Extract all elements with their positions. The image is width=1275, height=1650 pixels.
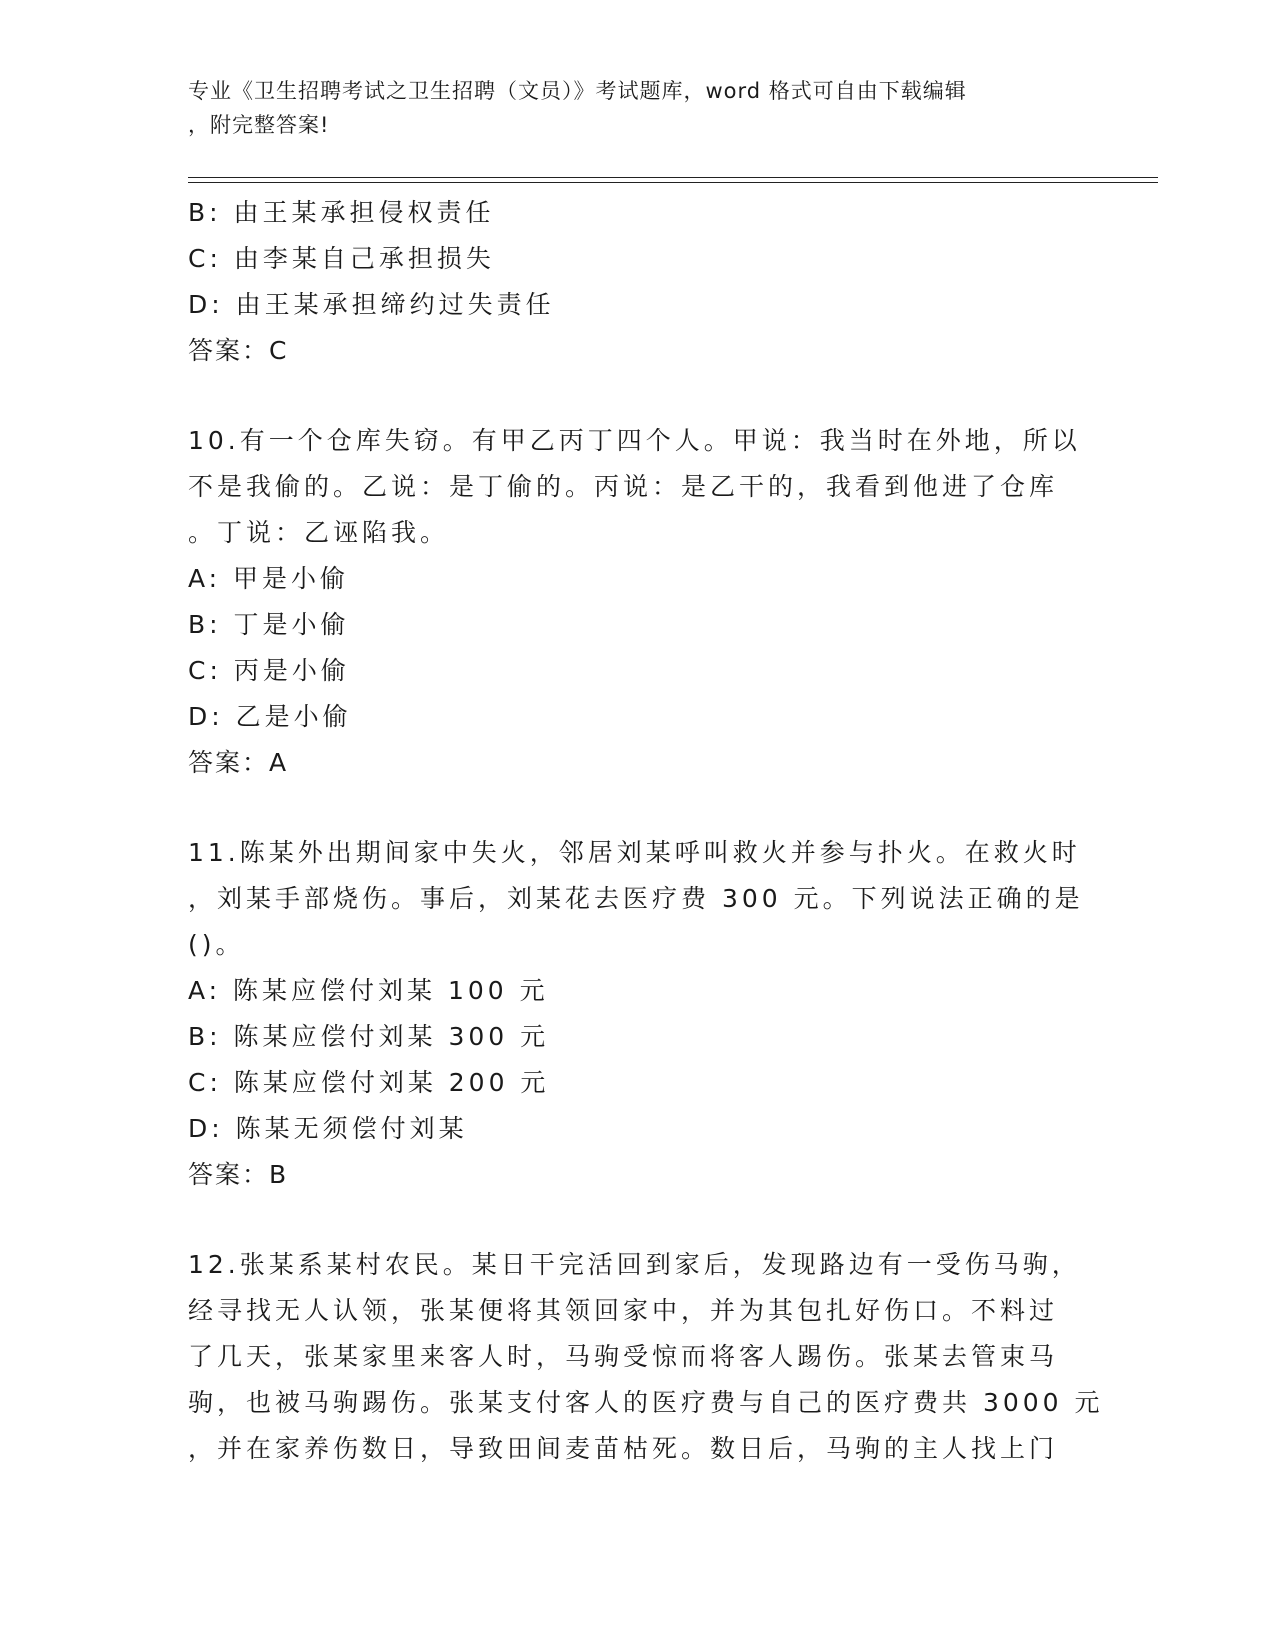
question-text-line: 12.张某系某村农民。某日干完活回到家后，发现路边有一受伤马驹，	[188, 1250, 1081, 1279]
question-text-line: ()。	[188, 930, 245, 959]
option-d: D: 乙是小偷	[188, 702, 352, 731]
question-content	[188, 190, 1104, 1472]
spacer	[188, 1198, 1068, 1242]
header-line-1: 专业《卫生招聘考试之卫生招聘（文员）》考试题库，word 格式可自由下载编辑	[188, 79, 967, 103]
question-text-line: 10.有一个仓库失窃。有甲乙丙丁四个人。甲说：我当时在外地，所以	[188, 426, 1081, 455]
question-text-line: 。丁说：乙诬陷我。	[188, 518, 450, 547]
header-rule-bottom	[188, 182, 1158, 183]
question-text-line: 11.陈某外出期间家中失火，邻居刘某呼叫救火并参与扑火。在救火时	[188, 838, 1081, 867]
answer-line: 答案：A	[188, 748, 289, 777]
question-text-line: ，并在家养伤数日，导致田间麦苗枯死。数日后，马驹的主人找上门	[188, 1434, 1059, 1463]
header-line-2: ，附完整答案!	[188, 113, 330, 137]
question-12	[188, 1242, 1104, 1472]
option-b: B: 由王某承担侵权责任	[188, 198, 495, 227]
question-11	[188, 830, 1084, 1198]
question-text-line: 不是我偷的。乙说：是丁偷的。丙说：是乙干的，我看到他进了仓库	[188, 472, 1059, 501]
question-text-line: 驹，也被马驹踢伤。张某支付客人的医疗费与自己的医疗费共 3000 元	[188, 1388, 1104, 1417]
option-c: C: 丙是小偷	[188, 656, 350, 685]
question-text-line: ，刘某手部烧伤。事后，刘某花去医疗费 300 元。下列说法正确的是	[188, 884, 1084, 913]
header-rule-top	[188, 177, 1158, 178]
option-b: B: 丁是小偷	[188, 610, 350, 639]
document-header	[188, 74, 1088, 142]
option-c: C: 陈某应偿付刘某 200 元	[188, 1068, 550, 1097]
question-10	[188, 418, 1081, 786]
option-a: A: 陈某应偿付刘某 100 元	[188, 976, 549, 1005]
option-a: A: 甲是小偷	[188, 564, 350, 593]
spacer	[188, 786, 1068, 830]
question-9-tail	[188, 190, 1068, 374]
spacer	[188, 374, 1068, 418]
option-d: D: 由王某承担缔约过失责任	[188, 290, 555, 319]
option-c: C: 由李某自己承担损失	[188, 244, 495, 273]
answer-line: 答案：C	[188, 336, 289, 365]
question-text-line: 了几天，张某家里来客人时，马驹受惊而将客人踢伤。张某去管束马	[188, 1342, 1059, 1371]
option-d: D: 陈某无须偿付刘某	[188, 1114, 468, 1143]
option-b: B: 陈某应偿付刘某 300 元	[188, 1022, 550, 1051]
answer-line: 答案：B	[188, 1160, 289, 1189]
question-text-line: 经寻找无人认领，张某便将其领回家中，并为其包扎好伤口。不料过	[188, 1296, 1059, 1325]
